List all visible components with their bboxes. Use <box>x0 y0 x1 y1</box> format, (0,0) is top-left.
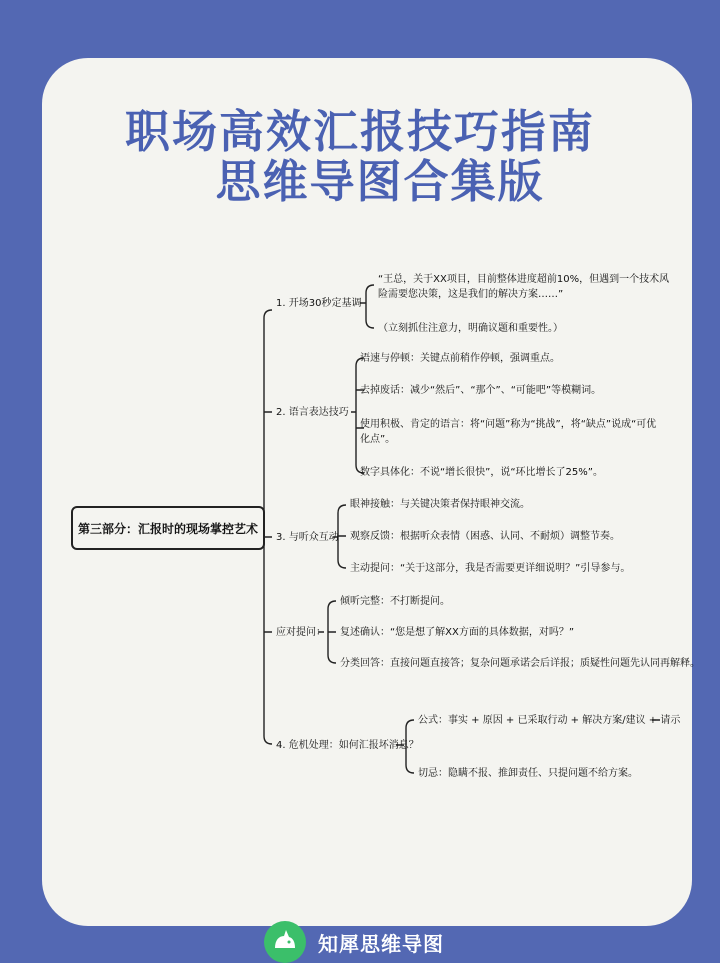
page-subtitle: 思维导图合集版 <box>215 155 545 208</box>
brand-name: 知犀思维导图 <box>318 932 444 956</box>
root-node: 第三部分：汇报时的现场掌控艺术 <box>71 506 265 550</box>
rhino-logo-icon <box>264 921 306 963</box>
branch-3-label: 3. 与听众互动 <box>276 532 339 543</box>
branch-2-item: 语速与停顿：关键点前稍作停顿，强调重点。 <box>360 353 560 364</box>
branch-2-item: 使用积极、肯定的语言：将“问题”称为“挑战”，将“缺点”说成“可优化点”。 <box>360 419 657 445</box>
branch-4-item: 分类回答：直接问题直接答；复杂问题承诺会后详报；质疑性问题先认同再解释。 <box>340 658 700 669</box>
branch-3-item: 主动提问：“关于这部分，我是否需要更详细说明？”引导参与。 <box>350 563 631 574</box>
branch-5-item: 切忌：隐瞒不报、推卸责任、只提问题不给方案。 <box>418 768 638 779</box>
branch-4-item: 倾听完整：不打断提问。 <box>340 596 450 607</box>
branch-1-label: 1. 开场30秒定基调 <box>276 298 362 309</box>
branch-2-item: 数字具体化：不说“增长很快”，说“环比增长了25%”。 <box>360 467 603 478</box>
branch-5-item: 公式：事实 + 原因 + 已采取行动 + 解决方案/建议 + 请示 <box>418 715 681 726</box>
branch-2-item: 去掉废话：减少“然后”、“那个”、“可能吧”等模糊词。 <box>360 385 602 396</box>
branch-5-label: 4. 危机处理：如何汇报坏消息？ <box>276 740 419 751</box>
branch-1-item: “王总，关于XX项目，目前整体进度超前10%，但遇到一个技术风险需要您决策，这是我们的解决方案……” <box>378 274 670 300</box>
branch-4-item: 复述确认：“您是想了解XX方面的具体数据，对吗？” <box>340 627 575 638</box>
branch-3-item: 眼神接触：与关键决策者保持眼神交流。 <box>350 499 530 510</box>
branch-1-item: （立刻抓住注意力，明确议题和重要性。） <box>378 323 563 334</box>
branch-3-item: 观察反馈：根据听众表情（困惑、认同、不耐烦）调整节奏。 <box>350 531 620 542</box>
page-title: 职场高效汇报技巧指南 <box>124 105 595 158</box>
branch-2-label: 2. 语言表达技巧 <box>276 407 349 418</box>
branch-4-label: 应对提问： <box>276 627 326 638</box>
